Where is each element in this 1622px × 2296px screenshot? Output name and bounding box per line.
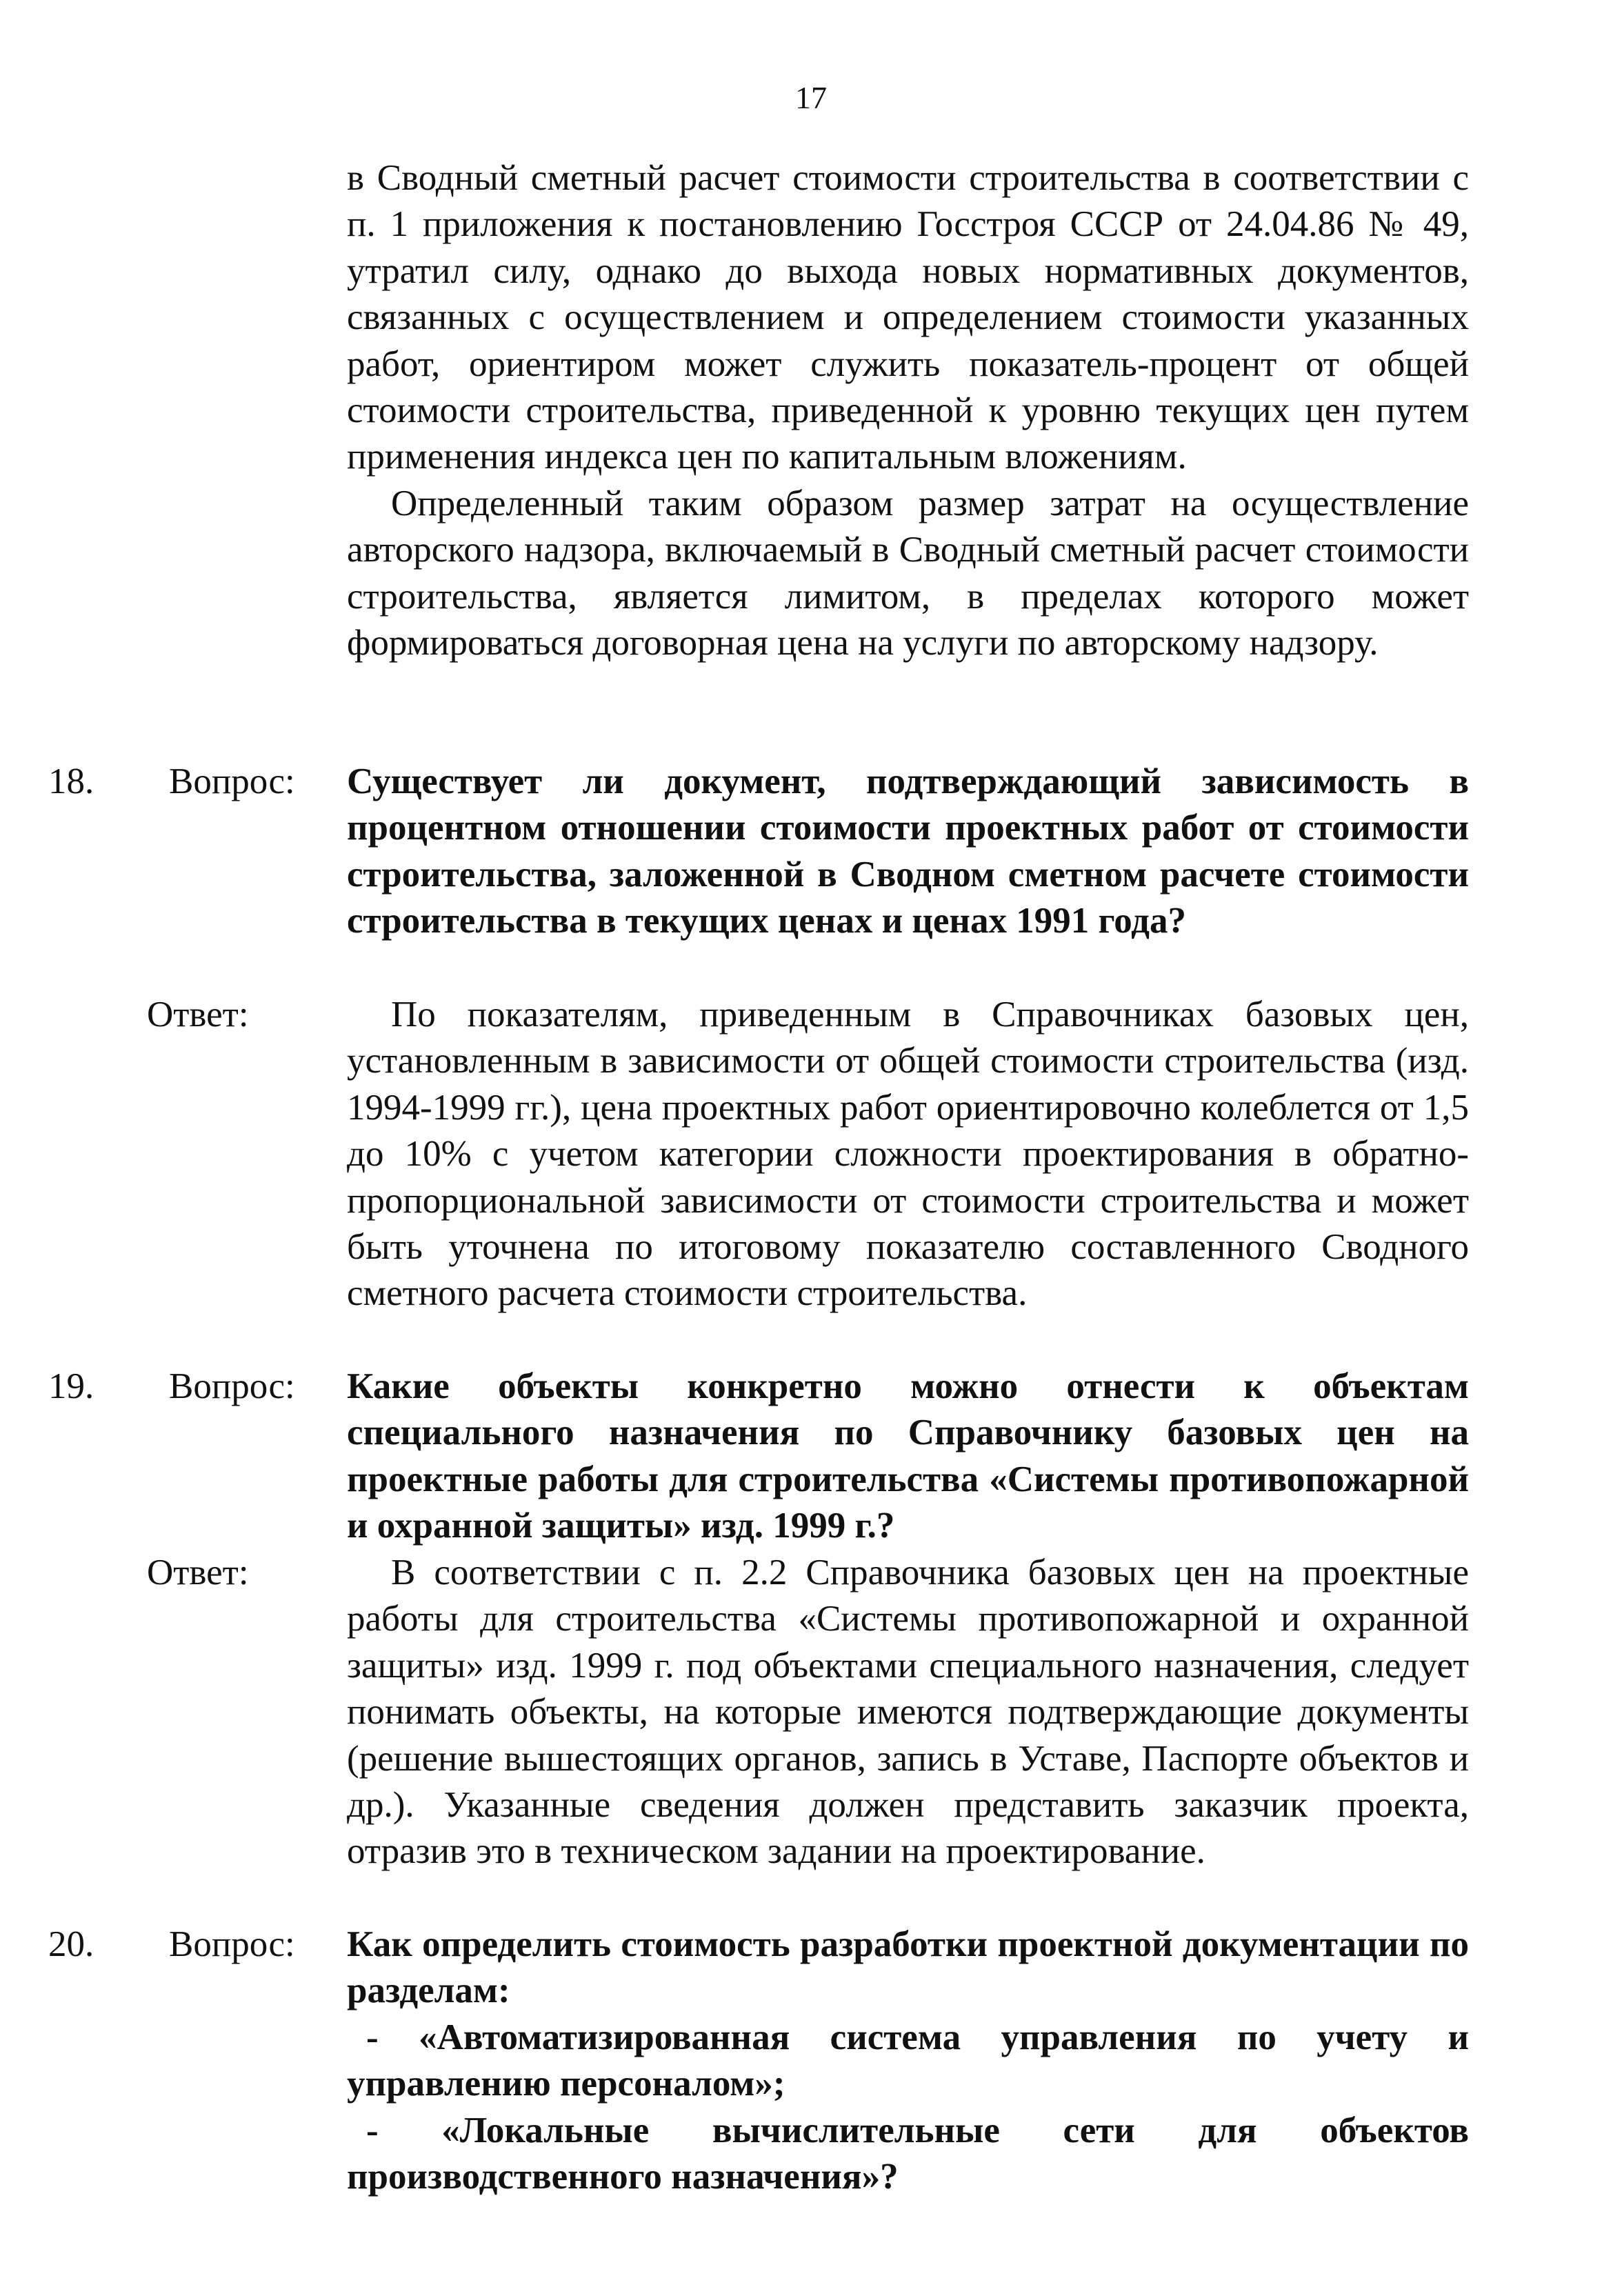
question-text-block [347,759,1469,945]
question-text: Какие объекты конкретно можно отнести к объектам специального назначения по Справочнику базовых цен на проектные работы для строительства «Системы противопожарной и охранной защиты» изд. 1999 г.? [347,1366,1469,1546]
question-number: 18. [48,761,94,801]
question-label: Вопрос: [169,761,295,801]
answer-text-block [347,992,1469,1317]
intro-paragraph-2: Определенный таким образом размер затрат на осуществление авторского надзора, включаемый в Сводный сметный расчет стоимости строительства, является лимитом, в пределах которого может формироваться договорная цена на услуги по авторскому надзору. [347,483,1469,663]
question-text: Как определить стоимость разработки проектной документации по разделам: [347,1924,1469,2011]
answer-text: В соответствии с п. 2.2 Справочника базовых цен на проектные работы для строительства «Системы противопожарной и охранной защиты» изд. 1999 г. под объектами специального назначения, следует понимать объекты, на которые имеются подтверждающие документы (решение вышестоящих органов, запись в Уставе, Паспорте объектов и др.). Указанные сведения должен представить заказчик проекта, отразив это в техническом задании на проектирование. [347,1553,1469,1872]
answer-label: Ответ: [147,1553,249,1593]
question-label: Вопрос: [169,1366,295,1406]
question-text-block [347,1364,1469,1550]
question-text-block [347,1921,1469,2200]
answer-text-block [347,1550,1469,1875]
question-number: 19. [48,1366,94,1406]
question-sub-item: - «Автоматизированная система управления по учету и управлению персоналом»; [347,2017,1469,2104]
intro-block [347,155,1469,666]
question-label: Вопрос: [169,1924,295,1964]
question-sub-item: - «Локальные вычислительные сети для объектов производственного назначения»? [347,2110,1469,2197]
intro-paragraph-1: в Сводный сметный расчет стоимости строительства в соответствии с п. 1 приложения к постановлению Госстроя СССР от 24.04.86 № 49, утратил силу, однако до выхода новых нормативных документов, связанных с осуществлением и определением стоимости указанных работ, ориентиром может служить показатель-процент от общей стоимости строительства, приведенной к уровню текущих цен путем применения индекса цен по капитальным вложениям. [347,158,1469,477]
page-number: 17 [795,80,827,115]
answer-label: Ответ: [147,995,249,1035]
question-number: 20. [48,1924,94,1964]
answer-text: По показателям, приведенным в Справочниках базовых цен, установленным в зависимости от общей стоимости строительства (изд. 1994-1999 гг.), цена проектных работ ориентировочно колеблется от 1,5 до 10% с учетом категории сложности проектирования в обратно-пропорциональной зависимости от стоимости строительства и может быть уточнена по итоговому показателю составленного Сводного сметного расчета стоимости строительства. [347,995,1469,1314]
question-text: Существует ли документ, подтверждающий зависимость в процентном отношении стоимости проектных работ от стоимости строительства, заложенной в Сводном сметном расчете стоимости строительства в текущих ценах и ценах 1991 года? [347,761,1469,941]
